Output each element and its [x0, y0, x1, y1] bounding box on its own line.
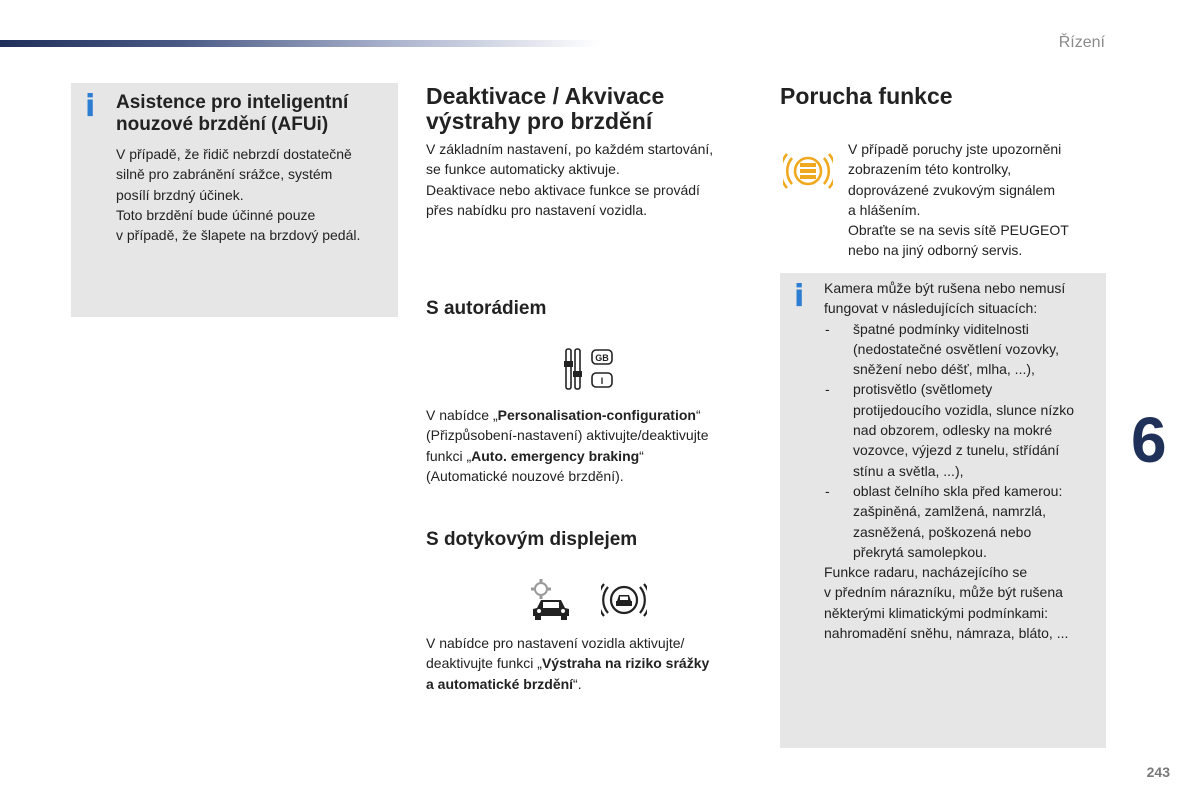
- autoradio-text: V nabídce „Personalisation-configuration“ (Přizpůsobení-nastavení) aktivujte/deaktivujte funkci „Auto. emergency braking“ (Automatické nouzové brzdění).: [426, 407, 709, 484]
- collision-warning-lamp-icon: [783, 148, 833, 194]
- car-settings-icon: [529, 578, 575, 622]
- list-item: - špatné podmínky viditelnosti (nedostatečné osvětlení vozovky, sněžení nebo déšť, mlha, ...),: [824, 319, 1104, 380]
- autoradio-title: S autorádiem: [426, 298, 547, 319]
- deactivation-title: Deaktivace / Akvivace výstrahy pro brzdění: [426, 83, 665, 134]
- touchscreen-title: S dotykovým displejem: [426, 529, 638, 550]
- deactivation-text: V základním nastavení, po každém startování, se funkce automaticky aktivuje. Deaktivace nebo aktivace funkce se provádí přes nabídku pro nastavení vozidla.: [426, 141, 714, 218]
- svg-text:I: I: [600, 376, 604, 386]
- info-icon: i: [85, 89, 96, 124]
- chapter-number: 6: [1131, 404, 1167, 476]
- malfunction-title: Porucha funkce: [780, 83, 953, 109]
- svg-text:GB: GB: [595, 353, 609, 363]
- settings-sliders-icon: [562, 347, 614, 391]
- afu-box-text: V případě, že řidič nebrzdí dostatečně silně pro zabránění srážce, systém posílí brzdný účinek. Toto brzdění bude účinné pouze v případě, že šlapete na brzdový pedál.: [116, 146, 361, 244]
- collision-warning-icon: [601, 579, 647, 621]
- section-name: Řízení: [1058, 34, 1105, 51]
- afu-box-title: Asistence pro inteligentní nouzové brzdění (AFUi): [116, 92, 349, 135]
- header-bar: [0, 40, 600, 47]
- malfunction-text: V případě poruchy jste upozorněni zobrazením této kontrolky, doprovázené zvukovým signálem a hlášením. Obraťte se na sevis sítě PEUGEOT nebo na jiný odborný servis.: [848, 141, 1069, 259]
- list-item: - protisvětlo (světlomety protijedoucího vozidla, slunce nízko nad obzorem, odlesky na mokré vozovce, výjezd z tunelu, střídání stínu a světla, ...),: [824, 379, 1104, 480]
- list-item: - oblast čelního skla před kamerou: zašpiněná, zamlžená, namrzlá, zasněžená, poškozená nebo překrytá samolepkou.: [824, 481, 1104, 562]
- page-number: 243: [1146, 764, 1170, 780]
- info-icon: i: [794, 279, 805, 314]
- touchscreen-text: V nabídce pro nastavení vozidla aktivujte/ deaktivujte funkci „Výstraha na riziko srážky a automatické brzdění“.: [426, 635, 710, 692]
- camera-box-text: Kamera může být rušena nebo nemusí fungovat v následujících situacích: - špatné podmínky viditelnosti (nedostatečné osvětlení vozovky, sněžení nebo déšť, mlha, ...), - protisvětlo (světlomety protijedoucího vozidla, slunce nízko nad obzorem, odlesky na mokré vozovce, výjezd z tunelu, střídání stínu a světla, ...), - oblast čelního skla před kamerou: zašpiněná, zamlžená, namrzlá, zasněžená, poškozená nebo překrytá samolepkou. Funkce radaru, nacházejícího se v předním nárazníku, může být rušena některými klimatickými podmínkami: nahromadění sněhu, námraza, bláto, ...: [824, 278, 1104, 643]
